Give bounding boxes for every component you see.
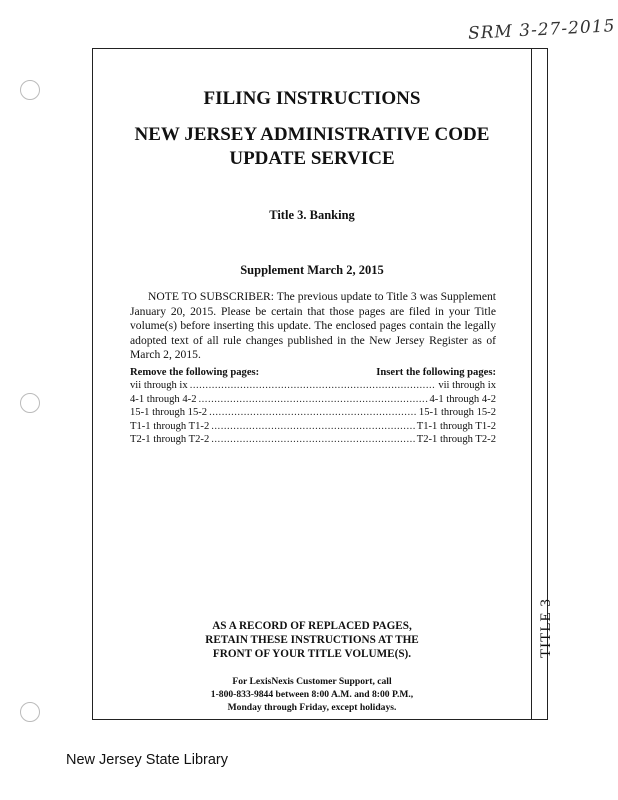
- leader-dots: [211, 420, 415, 433]
- filing-table: [130, 366, 496, 446]
- table-row: [130, 379, 496, 392]
- table-header: [130, 366, 496, 379]
- side-tab-label: TITLE 3: [538, 598, 554, 658]
- table-row: [130, 433, 496, 446]
- insert-header: Insert the following pages:: [376, 367, 496, 378]
- leader-dots: [211, 433, 415, 446]
- remove-pages: T1-1 through T1-2: [130, 420, 210, 432]
- record-line1: AS A RECORD OF REPLACED PAGES,: [212, 620, 412, 632]
- insert-pages: T1-1 through T1-2: [416, 420, 496, 432]
- insert-pages: vii through ix: [438, 380, 496, 392]
- support-line1: For LexisNexis Customer Support, call: [232, 676, 392, 687]
- title-name: Title 3. Banking: [269, 208, 355, 222]
- record-line2: RETAIN THESE INSTRUCTIONS AT THE: [205, 634, 419, 646]
- punch-hole-middle: [20, 393, 40, 413]
- record-line3: FRONT OF YOUR TITLE VOLUME(S).: [212, 648, 412, 660]
- leader-dots: [199, 393, 428, 406]
- table-row: [130, 393, 496, 406]
- remove-pages: T2-1 through T2-2: [130, 434, 210, 446]
- leader-dots: [209, 406, 417, 419]
- note-text: NOTE TO SUBSCRIBER: The previous update to Title 3 was Supplement January 20, 2015. Please be certain that those pages are filed in your Title volume(s) before inserting this update. The enclosed pages contain the legally adopted text of all rule changes published in the New Jersey Register as of March 2, 2015.: [130, 290, 496, 361]
- punch-hole-bottom: [20, 702, 40, 722]
- code-title-line2: UPDATE SERVICE: [229, 148, 395, 169]
- insert-pages: 4-1 through 4-2: [429, 393, 496, 405]
- code-title-line1: NEW JERSEY ADMINISTRATIVE CODE: [134, 124, 490, 145]
- table-row: [130, 406, 496, 419]
- supplement-date: Supplement March 2, 2015: [240, 263, 384, 277]
- punch-hole-top: [20, 80, 40, 100]
- table-row: [130, 420, 496, 433]
- leader-dots: [190, 379, 437, 392]
- insert-pages: 15-1 through 15-2: [418, 407, 496, 419]
- remove-pages: vii through ix: [130, 380, 188, 392]
- library-footer: New Jersey State Library: [66, 752, 228, 768]
- support-line2: 1-800-833-9844 between 8:00 A.M. and 8:00 P.M.,: [210, 689, 414, 700]
- support-line3: Monday through Friday, except holidays.: [227, 702, 397, 713]
- remove-header: Remove the following pages:: [130, 367, 260, 378]
- page-title: FILING INSTRUCTIONS: [203, 88, 421, 109]
- remove-pages: 15-1 through 15-2: [130, 407, 208, 419]
- insert-pages: T2-1 through T2-2: [416, 434, 496, 446]
- note-to-subscriber: [130, 290, 496, 363]
- handwritten-note: SRM 3-27-2015: [467, 16, 616, 44]
- remove-pages: 4-1 through 4-2: [130, 393, 197, 405]
